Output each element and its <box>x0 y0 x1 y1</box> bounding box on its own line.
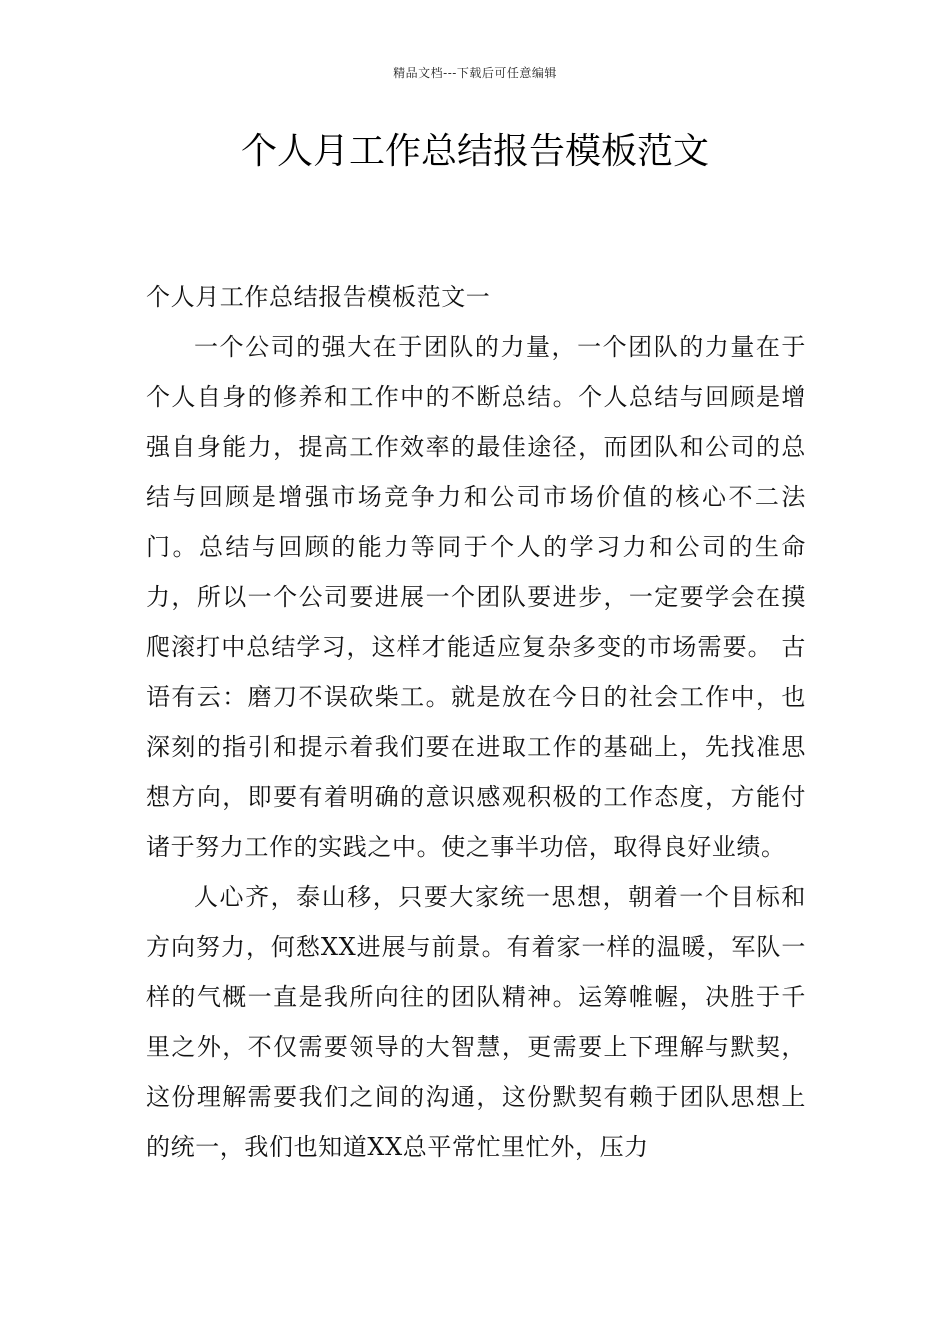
document-title: 个人月工作总结报告模板范文 <box>240 131 709 172</box>
document-body <box>146 272 806 1172</box>
header-note: 精品文档---下载后可任意编辑 <box>393 66 557 80</box>
paragraph-1: 一个公司的强大在于团队的力量，一个团队的力量在于个人自身的修养和工作中的不断总结。个人总结与回顾是增强自身能力，提高工作效率的最佳途径，而团队和公司的总结与回顾是增强市场竞争力和公司市场价值的核心不二法门。总结与回顾的能力等同于个人的学习力和公司的生命力，所以一个公司要进展一个团队要进步，一定要学会在摸爬滚打中总结学习，这样才能适应复杂多变的市场需要。 古语有云：磨刀不误砍柴工。就是放在今日的社会工作中，也深刻的指引和提示着我们要在进取工作的基础上，先找准思想方向，即要有着明确的意识感观积极的工作态度，方能付诸于努力工作的实践之中。使之事半功倍，取得良好业绩。 <box>146 333 806 861</box>
paragraph-2: 人心齐，泰山移，只要大家统一思想，朝着一个目标和方向努力，何愁XX进展与前景。有着家一样的温暖，军队一样的气概一直是我所向往的团队精神。运筹帷幄，决胜于千里之外，不仅需要领导的大智慧，更需要上下理解与默契，这份理解需要我们之间的沟通，这份默契有赖于团队思想上的统一，我们也知道XX总平常忙里忙外，压力 <box>146 883 806 1161</box>
section-heading: 个人月工作总结报告模板范文一 <box>146 283 491 311</box>
